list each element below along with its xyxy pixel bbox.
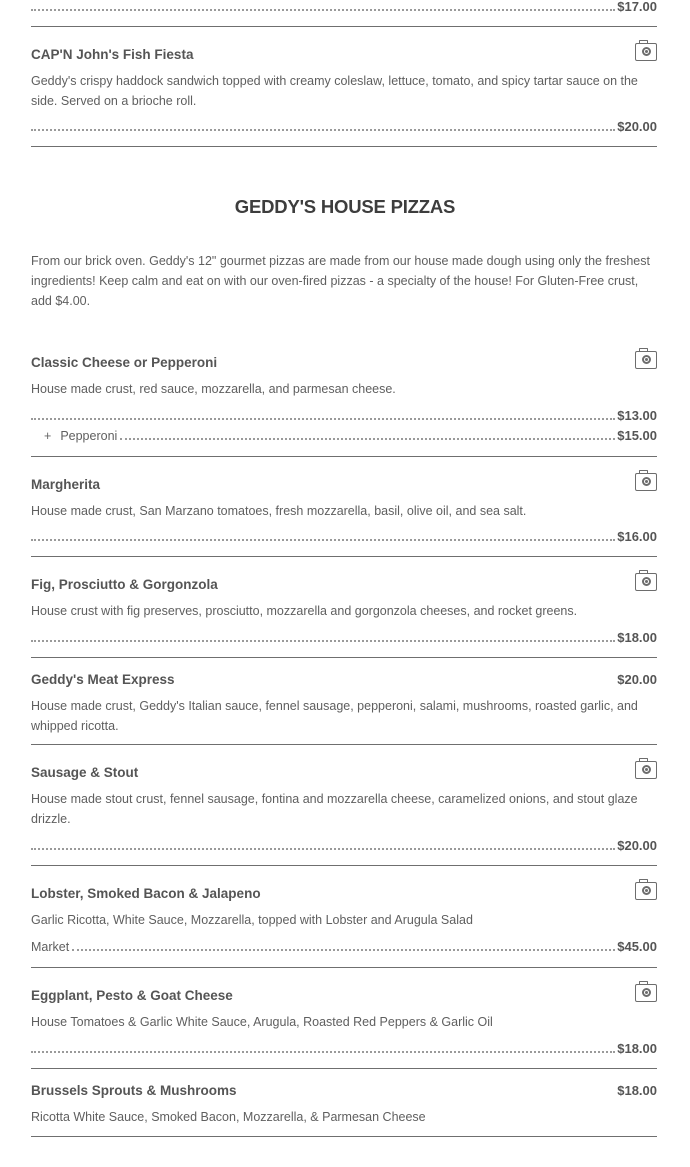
- divider: [31, 657, 657, 658]
- item-price: $16.00: [617, 529, 657, 544]
- item-description: House made crust, San Marzano tomatoes, fresh mozzarella, basil, olive oil, and sea salt.: [31, 504, 527, 518]
- dot-leader: [31, 529, 615, 541]
- divider: [31, 1136, 657, 1137]
- item-description: Ricotta White Sauce, Smoked Bacon, Mozzarella, & Parmesan Cheese: [31, 1110, 426, 1124]
- price-line: [31, 407, 657, 423]
- camera-icon[interactable]: [635, 882, 657, 900]
- divider: [31, 26, 657, 27]
- divider: [31, 556, 657, 557]
- camera-icon[interactable]: [635, 573, 657, 591]
- price-line: [31, 837, 657, 853]
- item-price: $45.00: [617, 939, 657, 954]
- divider: [31, 146, 657, 147]
- item-description: House crust with fig preserves, prosciutto, mozzarella and gorgonzola cheeses, and rocket greens.: [31, 604, 578, 618]
- divider: [31, 1068, 657, 1069]
- item-title: Margherita: [31, 477, 101, 492]
- item-title: Brussels Sprouts & Mushrooms: [31, 1083, 237, 1098]
- price-label: Market: [31, 940, 70, 954]
- item-description: Garlic Ricotta, White Sauce, Mozzarella, topped with Lobster and Arugula Salad: [31, 913, 473, 927]
- addon-price: $15.00: [617, 428, 657, 443]
- divider: [31, 967, 657, 968]
- dot-leader: [31, 408, 615, 420]
- item-price: $18.00: [617, 1083, 657, 1098]
- item-description: House Tomatoes & Garlic White Sauce, Arugula, Roasted Red Peppers & Garlic Oil: [31, 1015, 493, 1029]
- item-title: Classic Cheese or Pepperoni: [31, 355, 218, 370]
- dot-leader: [31, 1041, 615, 1053]
- item-description: House made stout crust, fennel sausage, fontina and mozzarella cheese, caramelized onions, and stout glaze drizzle.: [31, 792, 638, 826]
- item-description: House made crust, red sauce, mozzarella, and parmesan cheese.: [31, 382, 396, 396]
- divider: [31, 456, 657, 457]
- divider: [31, 744, 657, 745]
- section-title: GEDDY'S HOUSE PIZZAS: [234, 196, 456, 217]
- item-price: $13.00: [617, 408, 657, 423]
- dot-leader: [31, 119, 615, 131]
- item-description: Geddy's crispy haddock sandwich topped with creamy coleslaw, lettuce, tomato, and spicy tartar sauce on the side. Served on a brioche roll.: [31, 74, 638, 108]
- item-description: House made crust, Geddy's Italian sauce, fennel sausage, pepperoni, salami, mushrooms, roasted garlic, and whipped ricotta.: [31, 699, 638, 733]
- item-title: Lobster, Smoked Bacon & Jalapeno: [31, 886, 261, 901]
- price-line: [31, 528, 657, 544]
- plus-icon: +: [44, 429, 52, 443]
- item-price: $20.00: [617, 672, 657, 687]
- item-title: CAP'N John's Fish Fiesta: [31, 47, 194, 62]
- addon-label: Pepperoni: [60, 429, 118, 443]
- price-line: [31, 1040, 657, 1056]
- dot-leader: [120, 428, 615, 440]
- camera-icon[interactable]: [635, 761, 657, 779]
- dot-leader: [31, 630, 615, 642]
- dot-leader: [31, 0, 615, 11]
- price-line: [31, 629, 657, 645]
- item-title: Eggplant, Pesto & Goat Cheese: [31, 988, 233, 1003]
- addon-price-line: [31, 427, 657, 443]
- item-price: $20.00: [617, 838, 657, 853]
- camera-icon[interactable]: [635, 43, 657, 61]
- item-title: Fig, Prosciutto & Gorgonzola: [31, 577, 218, 592]
- item-price: $18.00: [617, 630, 657, 645]
- camera-icon[interactable]: [635, 351, 657, 369]
- item-title: Sausage & Stout: [31, 765, 139, 780]
- item-title: Geddy's Meat Express: [31, 672, 175, 687]
- price-line: [31, 0, 657, 14]
- camera-icon[interactable]: [635, 984, 657, 1002]
- dot-leader: [31, 838, 615, 850]
- item-price: $17.00: [617, 0, 657, 14]
- camera-icon[interactable]: [635, 473, 657, 491]
- dot-leader: [72, 939, 615, 951]
- item-price: $18.00: [617, 1041, 657, 1056]
- price-line: [31, 938, 657, 954]
- divider: [31, 865, 657, 866]
- price-line: [31, 118, 657, 134]
- section-intro: From our brick oven. Geddy's 12" gourmet pizzas are made from our house made dough using only the freshest ingredients! Keep calm and eat on with our oven-fired pizzas - a specialty of the house! For Gluten-Free crust, add $4.00.: [31, 254, 650, 308]
- item-price: $20.00: [617, 119, 657, 134]
